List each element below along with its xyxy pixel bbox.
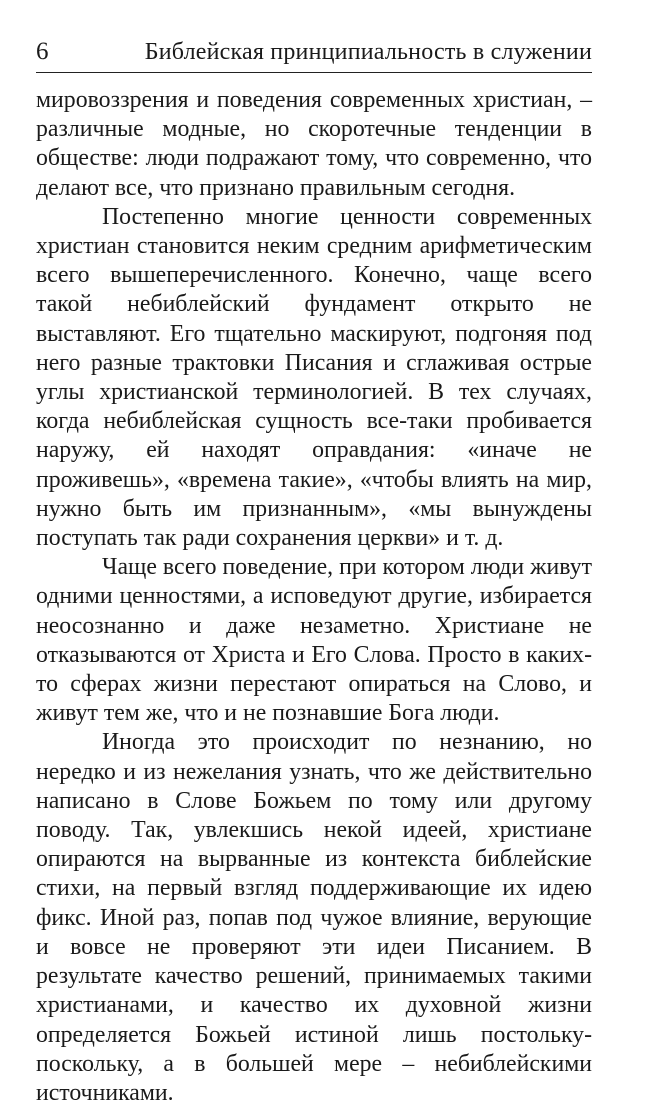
paragraph-2: Постепенно многие ценности современных христиан становится неким средним арифметическим всего вышеперечисленного. Конечно, чаще всего такой небиблейский фундамент открыто не выставляют. Его тщательно маскируют, подгоняя под него разные трактовки Писания и сглаживая острые углы христианской терминологией. В тех случаях, когда небиблейская сущность все-таки пробивается наружу, ей находят оправдания: «иначе не проживешь», «времена такие», «чтобы влиять на мир, нужно быть им признанным», «мы вынуждены поступать так ради сохранения церкви» и т. д.: [36, 203, 592, 552]
paragraph-1: мировоззрения и поведения современных христиан, – различные модные, но скоротечные тенденции в обществе: люди подражают тому, что современно, что делают все, что признано правильным сегодня.: [36, 87, 592, 201]
paragraph-4: Иногда это происходит по незнанию, но нередко и из нежелания узнать, что же действительно написано в Слове Божьем по тому или другому поводу. Так, увлекшись некой идеей, христиане опираются на вырванные из контекста библейские стихи, на первый взгляд поддерживающие их идею фикс. Иной раз, попав под чужое влияние, верующие и вовсе не проверяют эти идеи Писанием. В результате качество решений, принимаемых такими христианами, и качество их духовной жизни определяется Божьей истиной лишь постольку-поскольку, а в большей мере – небиблейскими источниками.: [36, 729, 592, 1106]
page-number: 6: [36, 38, 49, 65]
body-text: [36, 86, 592, 1108]
header-rule: [36, 72, 592, 73]
page-header: [36, 36, 592, 72]
paragraph-3: Чаще всего поведение, при котором люди живут одними ценностями, а исповедуют другие, избирается неосознанно и даже незаметно. Христиане не отказываются от Христа и Его Слова. Просто в каких-то сферах жизни перестают опираться на Слово, и живут тем же, что и не познавшие Бога люди.: [36, 554, 592, 727]
running-title: Библейская принципиальность в служении: [144, 39, 592, 65]
